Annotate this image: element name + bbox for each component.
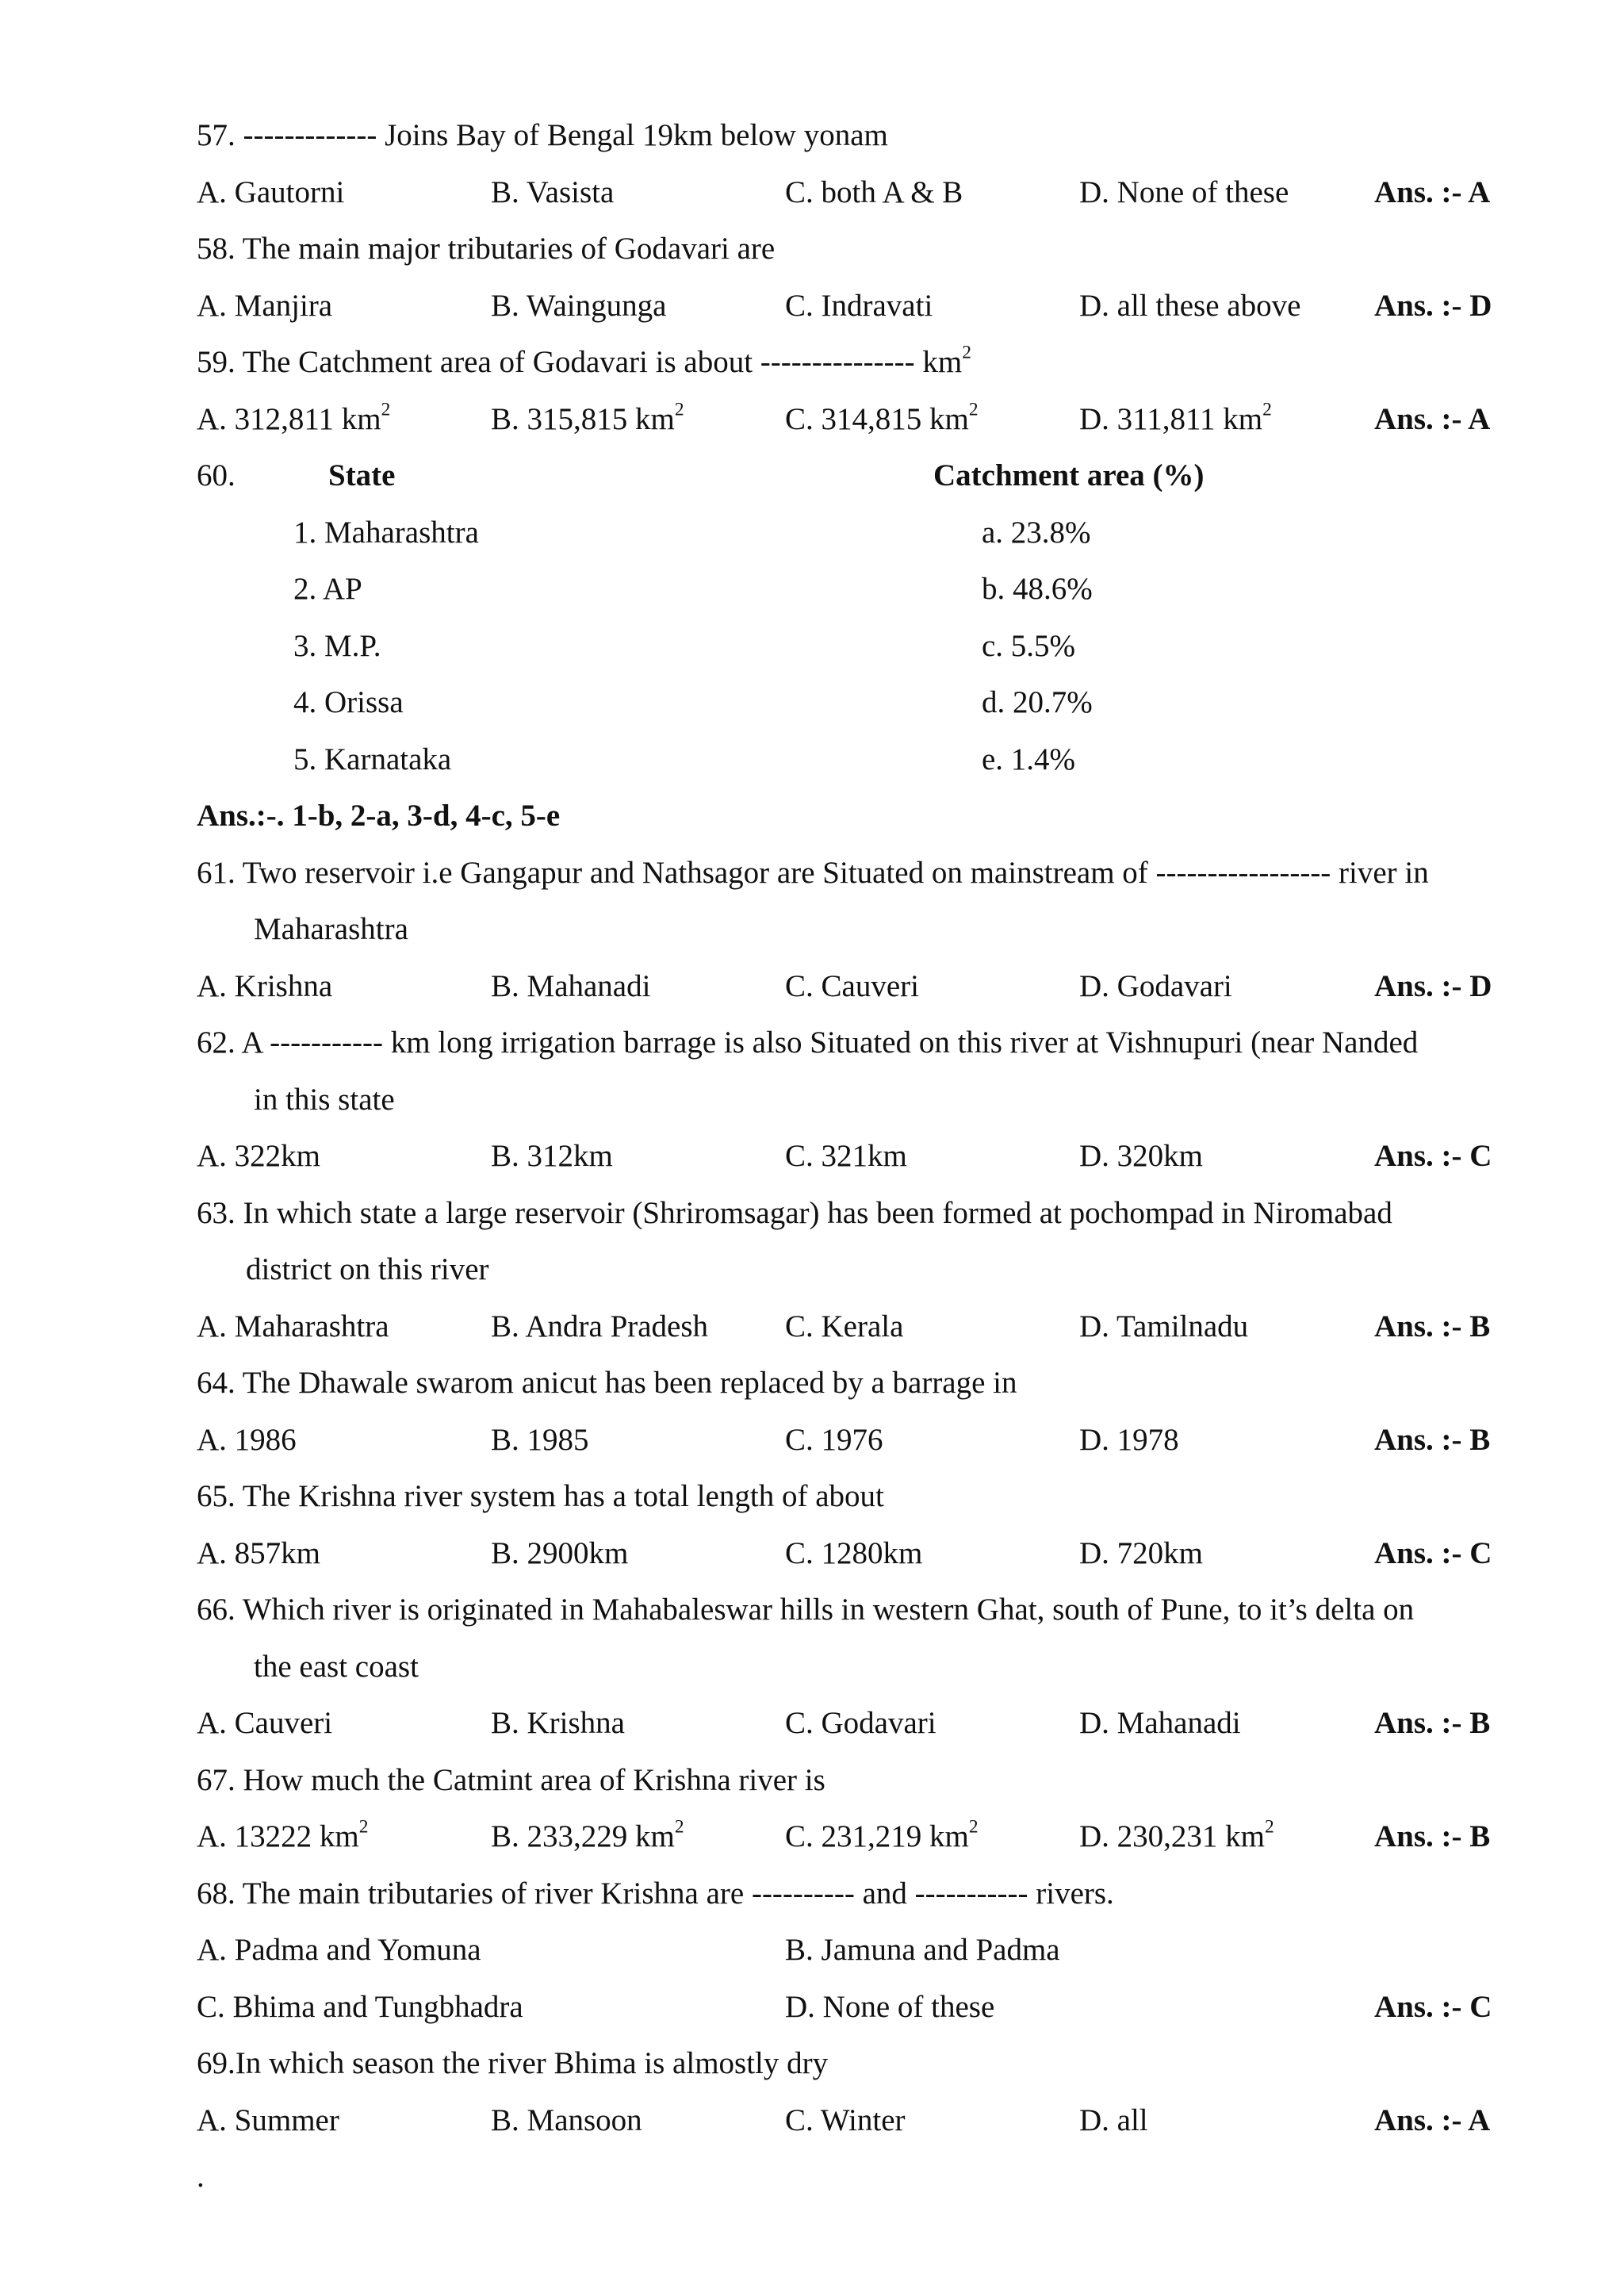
option-a: A. Summer: [197, 2102, 339, 2137]
match-right: a. 23.8%: [982, 515, 1091, 550]
question-text: 68. The main tributaries of river Krishna are ---------- and ----------- rivers.: [197, 1876, 1114, 1911]
question-64: [197, 1355, 1513, 1412]
option-a: A. Maharashtra: [197, 1309, 389, 1343]
option-c: C. 231,219 $km^2$: [785, 1816, 979, 1853]
answer: Ans. :- A: [1374, 401, 1491, 436]
answer: Ans.:-. 1-b, 2-a, 3-d, 4-c, 5-e: [197, 799, 561, 833]
question-text: 58. The main major tributaries of Godavari are: [197, 232, 776, 266]
match-row: [197, 618, 1513, 675]
options-59: [197, 391, 1513, 448]
match-right: d. 20.7%: [982, 685, 1093, 719]
question-62-cont: [197, 1071, 1513, 1129]
question-67: [197, 1752, 1513, 1809]
option-c: C. Winter: [785, 2102, 906, 2137]
answer: Ans. :- B: [1374, 1309, 1491, 1343]
option-a: A. Gautorni: [197, 174, 345, 209]
option-b: B. 315,815 $km^2$: [491, 398, 684, 436]
option-d: D. all these above: [1079, 288, 1301, 323]
answer: Ans. :- B: [1374, 1706, 1491, 1740]
question-text: in this state: [254, 1082, 395, 1117]
option-c: C. Indravati: [785, 288, 933, 323]
question-page: [197, 107, 1513, 2206]
question-text: 69.In which season the river Bhima is almostly dry: [197, 2046, 829, 2080]
question-58: [197, 220, 1513, 278]
option-a: A. 322km: [197, 1139, 320, 1173]
options-67: [197, 1808, 1513, 1865]
question-63-cont: [197, 1241, 1513, 1298]
question-59: [197, 334, 1513, 391]
answer: Ans. :- D: [1374, 968, 1492, 1003]
option-a: A. Manjira: [197, 288, 333, 323]
answer: Ans. :- D: [1374, 288, 1492, 323]
options-57: [197, 164, 1513, 221]
question-text: 66. Which river is originated in Mahabaleswar hills in western Ghat, south of Pune, to it’s delta on: [197, 1593, 1415, 1627]
option-d: D. 720km: [1079, 1535, 1203, 1570]
option-b: B. 1985: [491, 1422, 589, 1457]
option-a: A. 857km: [197, 1535, 320, 1570]
match-left: 1. Maharashtra: [293, 515, 479, 550]
answer: Ans. :- A: [1374, 174, 1491, 209]
question-61-cont: [197, 901, 1513, 958]
option-a: A. 13222 $km^2$: [197, 1816, 369, 1853]
option-b: B. 2900km: [491, 1535, 629, 1570]
options-69: [197, 2092, 1513, 2149]
option-c: C. Bhima and Tungbhadra: [197, 1989, 523, 2024]
option-c: C. 314,815 $km^2$: [785, 398, 979, 436]
options-66: [197, 1695, 1513, 1752]
question-text: Maharashtra: [254, 912, 408, 946]
option-b: B. Mahanadi: [491, 968, 651, 1003]
option-a: A. Padma and Yomuna: [197, 1933, 481, 1967]
question-65: [197, 1468, 1513, 1525]
question-62: [197, 1014, 1513, 1071]
question-61: [197, 845, 1513, 902]
match-left: 3. M.P.: [293, 628, 381, 663]
question-text: 57. ------------- Joins Bay of Bengal 19km below yonam: [197, 118, 888, 152]
option-d: D. 1978: [1079, 1422, 1179, 1457]
question-text: 67. How much the Catmint area of Krishna river is: [197, 1762, 825, 1797]
option-d: D. None of these: [1079, 174, 1289, 209]
option-c: C. 1976: [785, 1422, 883, 1457]
question-text: district on this river: [246, 1252, 489, 1286]
question-66: [197, 1581, 1513, 1639]
question-text: 62. A ----------- km long irrigation barrage is also Situated on this river at Vishnupuri (near Nanded: [197, 1025, 1419, 1060]
catchment-header: Catchment area (%): [933, 458, 1205, 493]
option-b: B. 312km: [491, 1139, 613, 1173]
option-a: A. 312,811 $km^2$: [197, 398, 391, 436]
options-62: [197, 1128, 1513, 1185]
footer-dot-line: [197, 2148, 1513, 2206]
match-left: 5. Karnataka: [293, 742, 452, 776]
question-text: the east coast: [254, 1649, 419, 1684]
options-68-row1: [197, 1922, 1513, 1979]
option-b: B. Andra Pradesh: [491, 1309, 709, 1343]
option-c: C. both A & B: [785, 174, 963, 209]
options-64: [197, 1412, 1513, 1469]
option-a: A. 1986: [197, 1422, 297, 1457]
option-d: D. 230,231 $km^2$: [1079, 1816, 1274, 1853]
question-68: [197, 1865, 1513, 1922]
options-68-row2: [197, 1979, 1513, 2036]
question-63: [197, 1185, 1513, 1242]
superscript: 2: [962, 342, 971, 363]
state-header: State: [328, 458, 396, 493]
match-left: 2. AP: [293, 572, 362, 606]
match-right: e. 1.4%: [982, 742, 1076, 776]
option-a: A. Krishna: [197, 968, 333, 1003]
option-b: B. Mansoon: [491, 2102, 642, 2137]
question-text: 59. The Catchment area of Godavari is about --------------- km: [197, 345, 963, 379]
match-row: [197, 674, 1513, 731]
question-text: 65. The Krishna river system has a total length of about: [197, 1479, 884, 1513]
option-c: C. 321km: [785, 1139, 907, 1173]
option-b: B. Waingunga: [491, 288, 667, 323]
option-d: D. 320km: [1079, 1139, 1203, 1173]
option-a: A. Cauveri: [197, 1706, 333, 1740]
option-d: D. all: [1079, 2102, 1148, 2137]
option-b: B. Jamuna and Padma: [785, 1933, 1060, 1967]
option-c: C. 1280km: [785, 1535, 923, 1570]
option-d: D. Godavari: [1079, 968, 1232, 1003]
answer: Ans. :- B: [1374, 1422, 1491, 1457]
option-d: D. None of these: [785, 1989, 995, 2024]
option-b: B. Krishna: [491, 1706, 625, 1740]
answer: Ans. :- B: [1374, 1819, 1491, 1853]
option-d: D. Tamilnadu: [1079, 1309, 1249, 1343]
match-left: 4. Orissa: [293, 685, 404, 719]
question-60-header: [197, 447, 1513, 504]
options-63: [197, 1298, 1513, 1355]
options-61: [197, 958, 1513, 1015]
answer: Ans. :- C: [1374, 1535, 1492, 1570]
match-row: [197, 731, 1513, 788]
question-text: 63. In which state a large reservoir (Shriromsagar) has been formed at pochompad in Niromabad: [197, 1195, 1392, 1230]
footer-dot: .: [197, 2160, 205, 2194]
match-right: c. 5.5%: [982, 628, 1076, 663]
option-d: D. 311,811 $km^2$: [1079, 398, 1272, 436]
options-65: [197, 1525, 1513, 1582]
options-58: [197, 278, 1513, 335]
question-66-cont: [197, 1639, 1513, 1696]
answer: Ans. :- A: [1374, 2102, 1491, 2137]
match-row: [197, 504, 1513, 562]
answer: Ans. :- C: [1374, 1139, 1492, 1173]
question-text: 64. The Dhawale swarom anicut has been replaced by a barrage in: [197, 1366, 1017, 1400]
option-c: C. Cauveri: [785, 968, 919, 1003]
option-d: D. Mahanadi: [1079, 1706, 1241, 1740]
option-c: C. Kerala: [785, 1309, 904, 1343]
option-b: B. Vasista: [491, 174, 615, 209]
answer: Ans. :- C: [1374, 1989, 1492, 2024]
question-text: 61. Two reservoir i.e Gangapur and Nathsagor are Situated on mainstream of ----------------- river in: [197, 855, 1429, 890]
question-number: 60.: [197, 458, 236, 493]
answer-60: [197, 788, 1513, 845]
question-57: [197, 107, 1513, 164]
option-c: C. Godavari: [785, 1706, 936, 1740]
match-right: b. 48.6%: [982, 572, 1093, 606]
option-b: B. 233,229 $km^2$: [491, 1816, 684, 1853]
question-69: [197, 2035, 1513, 2092]
match-row: [197, 561, 1513, 618]
